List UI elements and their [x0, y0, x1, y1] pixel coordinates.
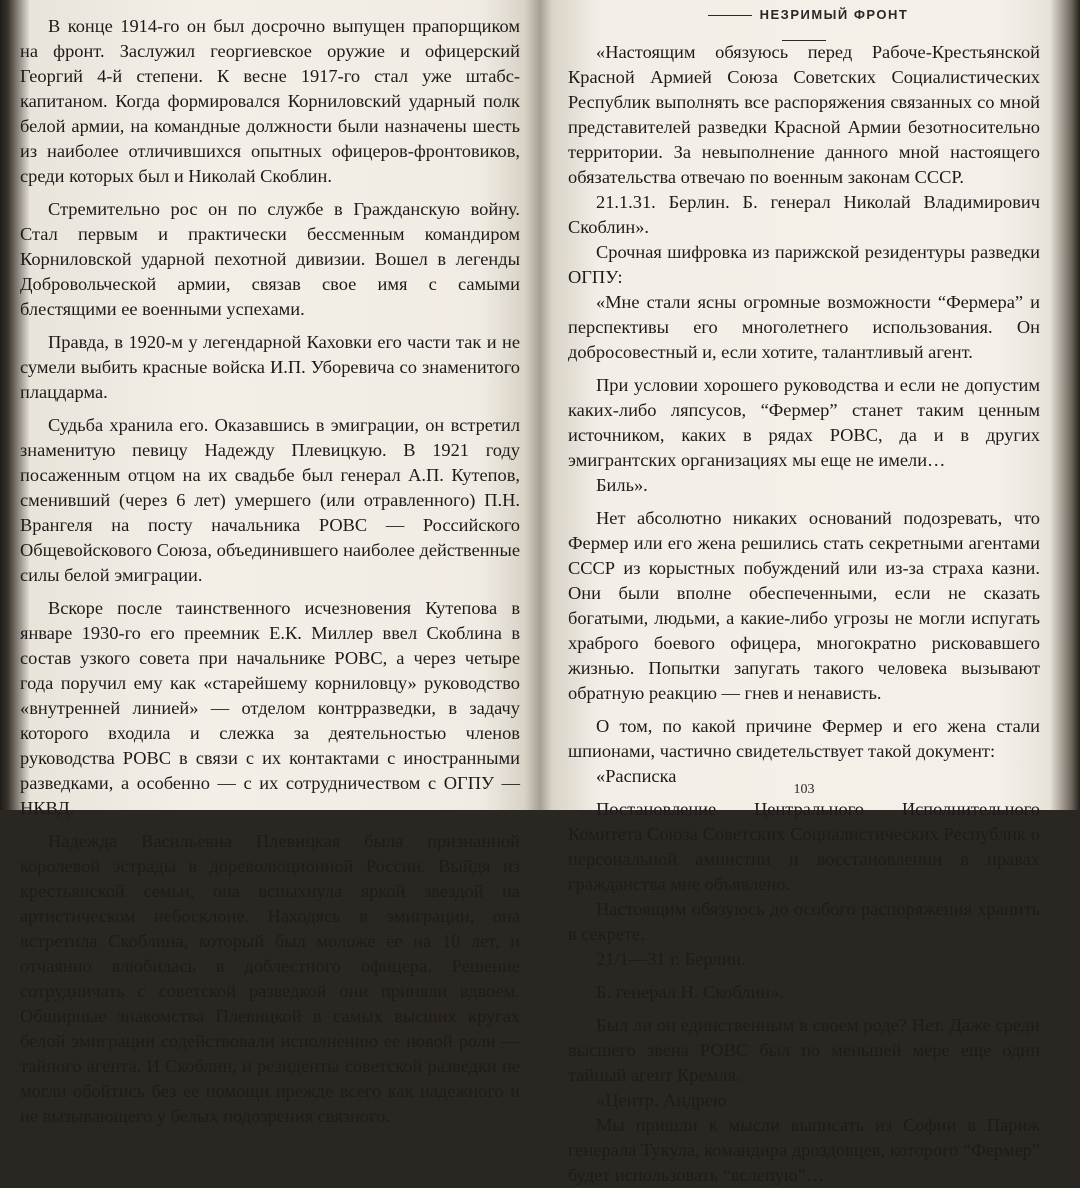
right-paragraph-3: Срочная шифровка из парижской резидентуры разведки ОГПУ: [568, 242, 1040, 287]
right-paragraph-14: Был ли он единственным в своем роде? Нет. Даже среди высшего звена РОВС был по меньшей мере еще один тайный агент Кремля. [568, 1015, 1040, 1085]
left-paragraph-1: В конце 1914-го он был досрочно выпущен прапорщиком на фронт. Заслужил георгиевское оружие и офицерский Георгий 4-й степени. К весне 1917-го стал уже штабс-капитаном. Когда формировался Корниловский ударный полк белой армии, на командные должности были назначены шесть из наиболее отличившихся опытных офицеров-фронтовиков, среди которых был и Николай Скоблин. [20, 16, 520, 186]
left-page-text [20, 14, 520, 1129]
right-paragraph-13: Б. генерал Н. Скоблин». [596, 982, 785, 1002]
left-paragraph-6: Надежда Васильевна Плевицкая была признанной королевой эстрады в дореволюционной России. Выйдя из крестьянской семьи, она вспыхнула яркой звездой на артистическом небосклоне. Находясь в эмиграции, она встретила Скоблина, который был моложе ее на 10 лет, и отчаянно влюбилась в доблестного офицера. Решение сотрудничать с советской разведкой они приняли вдвоем. Обширные знакомства Плевицкой в самых высших кругах белой эмиграции содействовали исполнению ее новой роли — тайного агента. И Скоблин, и резиденты советской разведки не могли обойтись без ее помощи прежде всего как надежного и не вызывающего у белых подозрения связного. [20, 831, 520, 1126]
right-paragraph-5: При условии хорошего руководства и если не допустим каких-либо ляпсусов, “Фермер” станет таким ценным источником, каких в рядах РОВС, да и в других эмигрантских организациях мы еще не имели… [568, 375, 1040, 470]
left-paragraph-4: Судьба хранила его. Оказавшись в эмиграции, он встретил знаменитую певицу Надежду Плевицкую. В 1921 году посаженным отцом на их свадьбе был генерал А.П. Кутепов, сменивший (через 6 лет) умершего (или отравленного) П.Н. Врангеля на посту начальника РОВС — Российского Общевойскового Союза, объединившего наиболее действенные силы белой эмиграции. [20, 415, 520, 585]
right-paragraph-11: Настоящим обязуюсь до особого распоряжения хранить в секрете. [568, 899, 1040, 944]
page-number: 103 [793, 782, 815, 797]
right-page [568, 0, 1040, 1185]
right-paragraph-8: О том, по какой причине Фермер и его жена стали шпионами, частично свидетельствует такой документ: [568, 716, 1040, 761]
right-paragraph-15: «Центр. Андрею [596, 1090, 727, 1110]
left-paragraph-5: Вскоре после таинственного исчезновения Кутепова в январе 1930-го его преемник Е.К. Миллер ввел Скоблина в состав узкого совета при начальнике РОВС, а через четыре года поручил ему как «старейшему корниловцу» руководство «внутренней линией» — отделом контрразведки, в задачу которого входила и слежка за деятельностью членов руководства РОВС в связи с их контактами с иностранными разведками, а особенно — с их сотрудничеством с ОГПУ — НКВД. [20, 598, 520, 818]
right-page-text [568, 40, 1040, 1188]
right-paragraph-9: «Расписка [596, 766, 677, 786]
right-paragraph-2: 21.1.31. Берлин. Б. генерал Николай Владимирович Скоблин». [568, 192, 1040, 237]
right-paragraph-12: 21/1—31 г. Берлин. [596, 949, 746, 969]
right-paragraph-16: Мы пришли к мысли выписать из Софии в Париж генерала Тукула, командира дроздовцев, которого “Фермер” будет использовать “вслепую”… [568, 1115, 1040, 1185]
left-paragraph-3: Правда, в 1920-м у легендарной Каховки его части так и не сумели выбить красные войска И.П. Уборевича со знаменитого плацдарма. [20, 332, 520, 402]
running-head: НЕЗРИМЫЙ ФРОНТ [688, 2, 920, 52]
right-paragraph-4: «Мне стали ясны огромные возможности “Фермера” и перспективы его многолетнего использования. Он добросовестный и, если хотите, талантливый агент. [568, 292, 1040, 362]
left-page [20, 0, 520, 1126]
right-paragraph-6: Биль». [596, 475, 648, 495]
left-paragraph-2: Стремительно рос он по службе в Гражданскую войну. Стал первым и практически бессменным командиром Корниловской ударной пехотной дивизии. Вошел в легенды Добровольческой армии, связав свое имя с самыми блестящими ее военными успехами. [20, 199, 520, 319]
right-paragraph-7: Нет абсолютно никаких оснований подозревать, что Фермер или его жена решились стать секретными агентами СССР из корыстных побуждений или из-за страха казни. Они были вполне обеспеченными, если не сказать богатыми, людьми, а какие-либо угрозы не могли испугать храброго боевого офицера, многократно рисковавшего жизнью. Попытки запугать такого человека вызывают обратную реакцию — гнев и ненависть. [568, 508, 1040, 703]
right-paragraph-10: Постановление Центрального Исполнительного Комитета Союза Советских Социалистических Республик о персональной амнистии и восстановлении в правах гражданства мне объявлено. [568, 799, 1040, 894]
right-paragraph-1: «Настоящим обязуюсь перед Рабоче-Крестьянской Красной Армией Союза Советских Социалистических Республик выполнять все распоряжения связанных со мной представителей разведки Красной Армии безотносительно территории. За невыполнение данного мной настоящего обязательства отвечаю по военным законам СССР. [568, 42, 1040, 187]
